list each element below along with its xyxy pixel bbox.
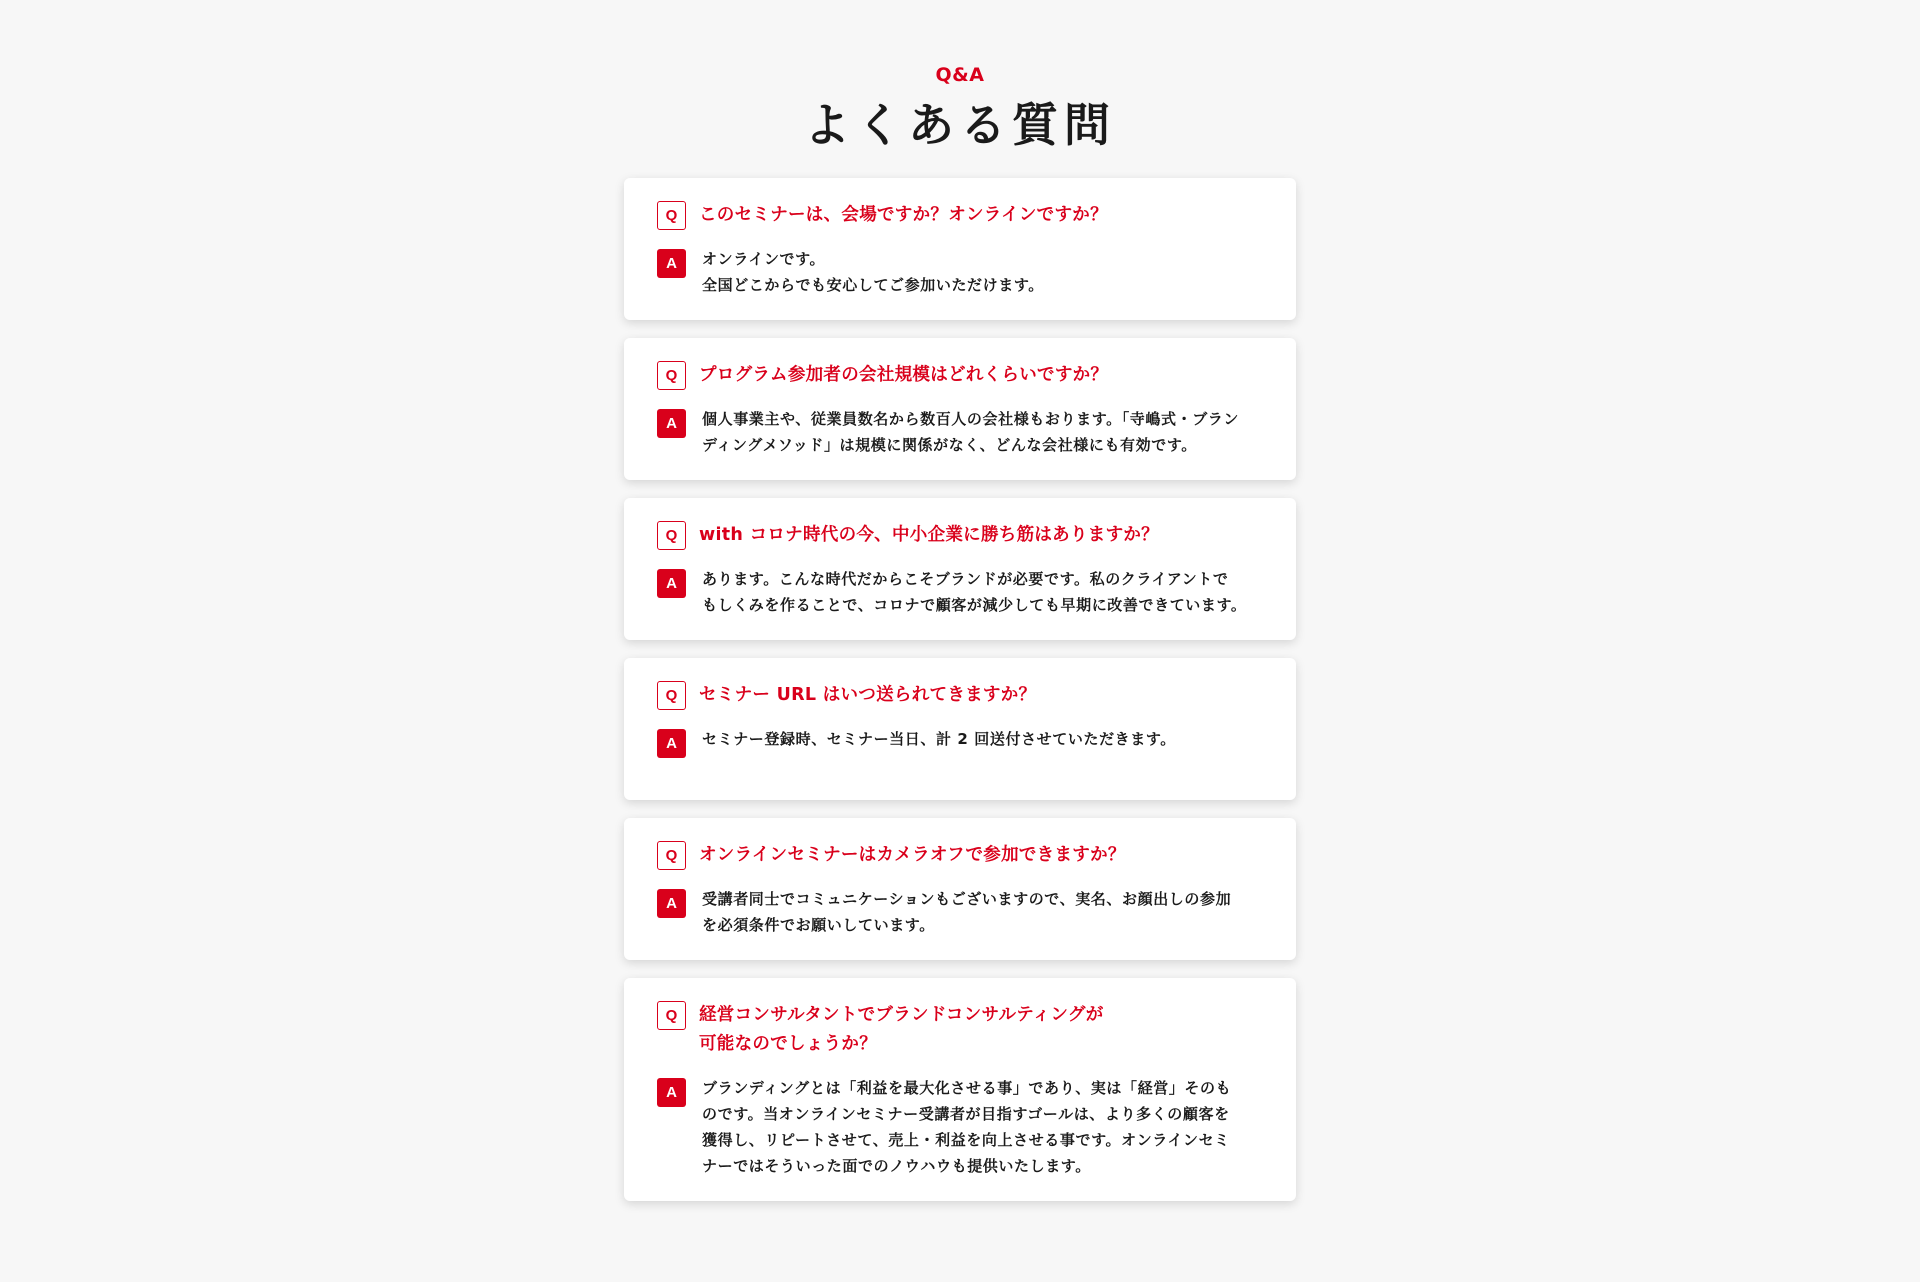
faq-question: オンラインセミナーはカメラオフで参加できますか？ [699,845,1126,865]
faq-card [624,658,1296,800]
faq-card [624,978,1296,1201]
faq-answer-row [657,886,1266,938]
faq-card [624,818,1296,960]
faq-answer-row [657,406,1266,458]
question-badge: Q [657,201,686,230]
faq-question-row [657,521,1266,550]
section-eyebrow: Q&A [935,64,985,86]
faq-question: プログラム参加者の会社規模はどれくらいですか？ [699,365,1109,385]
answer-badge: A [657,1078,686,1107]
faq-answer-row [657,726,1266,758]
faq-question: with コロナ時代の今、中小企業に勝ち筋はありますか？ [699,525,1159,545]
answer-badge: A [657,569,686,598]
faq-answer: オンラインです。 全国どこからでも安心してご参加いただけます。 [702,250,1044,294]
question-badge: Q [657,1001,686,1030]
faq-answer: ブランディングとは「利益を最大化させる事」であり、実は「経営」そのも のです。当オンラインセミナー受講者が目指すゴールは、より多くの顧客を 獲得し、リピートさせて、売上・利益を向上させる事です。オンラインセミ ナーではそういった面でのノウハウも提供いたします。 [702,1079,1232,1175]
question-badge: Q [657,841,686,870]
faq-question-row [657,361,1266,390]
faq-answer: セミナー登録時、セミナー当日、計 2 回送付させていただきます。 [702,730,1176,748]
answer-badge: A [657,729,686,758]
faq-answer: 個人事業主や、従業員数名から数百人の会社様もおります。「寺嶋式・ブラン ディングメソッド」は規模に関係がなく、どんな会社様にも有効です。 [702,410,1240,454]
section-header [0,62,1920,156]
faq-question-row [657,201,1266,230]
faq-answer-row [657,1075,1266,1179]
question-badge: Q [657,681,686,710]
faq-card [624,338,1296,480]
faq-question-row [657,1001,1266,1059]
faq-question: 経営コンサルタントでブランドコンサルティングが 可能なのでしょうか？ [699,1005,1104,1054]
faq-card [624,498,1296,640]
faq-answer-row [657,566,1266,618]
faq-question-row [657,681,1266,710]
answer-badge: A [657,249,686,278]
faq-question: セミナー URL はいつ送られてきますか？ [699,685,1037,705]
faq-question-row [657,841,1266,870]
faq-list [624,178,1296,1219]
question-badge: Q [657,521,686,550]
question-badge: Q [657,361,686,390]
faq-answer: あります。こんな時代だからこそブランドが必要です。私のクライアントで もしくみを作ることで、コロナで顧客が減少しても早期に改善できています。 [702,570,1247,614]
faq-question: このセミナーは、会場ですか？オンラインですか？ [699,205,1108,225]
answer-badge: A [657,889,686,918]
page-title: よくある質問 [804,98,1116,152]
faq-card [624,178,1296,320]
faq-answer: 受講者同士でコミュニケーションもございますので、実名、お顔出しの参加 を必須条件でお願いしています。 [702,890,1232,934]
answer-badge: A [657,409,686,438]
faq-answer-row [657,246,1266,298]
